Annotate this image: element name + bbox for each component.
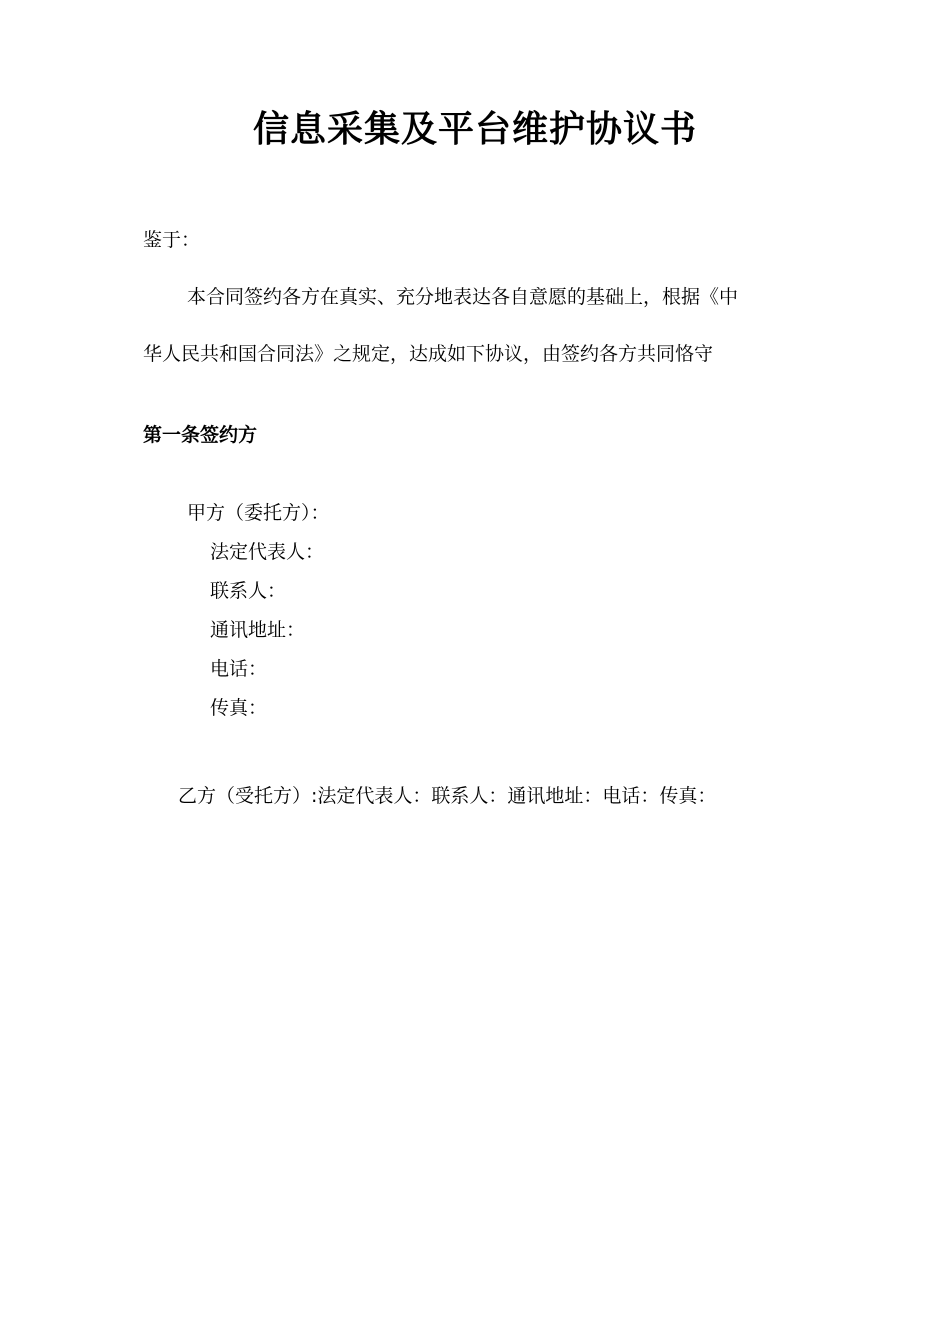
party-b-line: 乙方（受托方）:法定代表人：联系人：通讯地址：电话：传真： (178, 785, 717, 807)
party-a-phone: 电话： (210, 658, 268, 680)
party-a-fax: 传真： (210, 697, 268, 719)
preamble-line-2: 华人民共和国合同法》之规定，达成如下协议，由签约各方共同恪守 (143, 343, 714, 365)
party-a-address: 通讯地址： (210, 619, 306, 641)
party-a-contact: 联系人： (210, 580, 287, 602)
party-a-legal-rep: 法定代表人： (210, 541, 325, 563)
document-title: 信息采集及平台维护协议书 (252, 109, 697, 150)
article-1-heading: 第一条签约方 (143, 424, 258, 446)
preamble-label: 鉴于： (143, 229, 201, 251)
preamble-line-1: 本合同签约各方在真实、充分地表达各自意愿的基础上，根据《中 (187, 286, 739, 308)
party-a-label: 甲方（委托方）： (187, 502, 330, 524)
